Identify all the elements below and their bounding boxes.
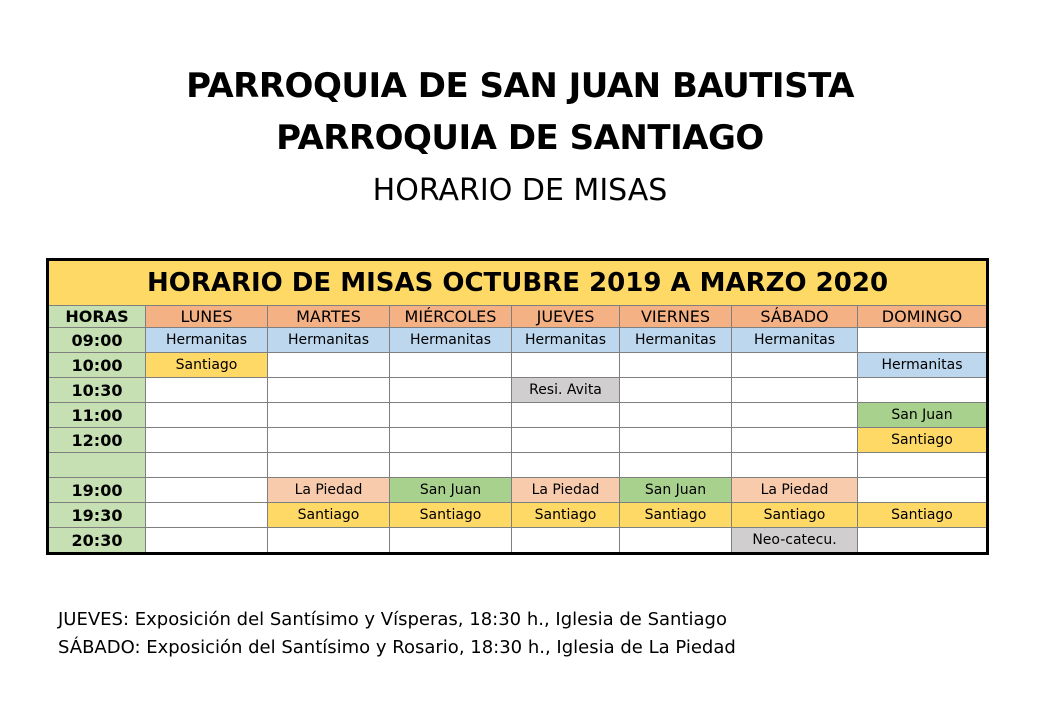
schedule-cell: Hermanitas	[620, 328, 732, 353]
day-header: JUEVES	[512, 306, 620, 328]
schedule-cell	[146, 528, 268, 554]
schedule-cell	[268, 353, 390, 378]
schedule-row	[48, 428, 988, 453]
schedule-cell	[732, 403, 858, 428]
schedule-cell: Hermanitas	[732, 328, 858, 353]
schedule-cell: Resi. Avita	[512, 378, 620, 403]
schedule-cell	[390, 453, 512, 478]
hour-cell: 09:00	[48, 328, 146, 353]
schedule-cell	[512, 403, 620, 428]
note-line: JUEVES: Exposición del Santísimo y Vísperas, 18:30 h., Iglesia de Santiago	[58, 609, 727, 630]
schedule-cell	[732, 353, 858, 378]
day-header: VIERNES	[620, 306, 732, 328]
hour-cell: 10:00	[48, 353, 146, 378]
schedule-cell: Santiago	[620, 503, 732, 528]
schedule-row	[48, 503, 988, 528]
schedule-cell: Santiago	[732, 503, 858, 528]
schedule-cell: Hermanitas	[512, 328, 620, 353]
schedule-cell: San Juan	[858, 403, 988, 428]
schedule-cell	[146, 403, 268, 428]
day-header: MARTES	[268, 306, 390, 328]
notes	[58, 606, 736, 662]
schedule-cell	[146, 453, 268, 478]
hour-cell: 10:30	[48, 378, 146, 403]
schedule-cell	[390, 403, 512, 428]
schedule-cell	[146, 378, 268, 403]
hour-cell: 20:30	[48, 528, 146, 554]
schedule-cell	[732, 378, 858, 403]
schedule-row	[48, 378, 988, 403]
parish-title-2: PARROQUIA DE SANTIAGO	[276, 118, 764, 158]
schedule-cell	[512, 428, 620, 453]
schedule-cell	[146, 478, 268, 503]
schedule-cell: San Juan	[620, 478, 732, 503]
hour-cell: 19:00	[48, 478, 146, 503]
schedule-cell: Santiago	[858, 503, 988, 528]
day-header: LUNES	[146, 306, 268, 328]
schedule-cell	[620, 453, 732, 478]
schedule-cell: Hermanitas	[146, 328, 268, 353]
schedule-cell	[390, 353, 512, 378]
schedule-cell	[512, 528, 620, 554]
schedule-cell: Santiago	[512, 503, 620, 528]
schedule-row	[48, 328, 988, 353]
schedule-cell: Hermanitas	[858, 353, 988, 378]
schedule-cell	[858, 528, 988, 554]
day-header: SÁBADO	[732, 306, 858, 328]
schedule-cell: La Piedad	[512, 478, 620, 503]
schedule-cell	[620, 428, 732, 453]
schedule-cell: Santiago	[858, 428, 988, 453]
schedule-row	[48, 353, 988, 378]
schedule-cell	[858, 453, 988, 478]
schedule-cell: Santiago	[268, 503, 390, 528]
schedule-cell	[620, 378, 732, 403]
schedule-cell	[268, 428, 390, 453]
schedule-cell	[732, 428, 858, 453]
day-header-row	[48, 306, 988, 328]
schedule-cell: La Piedad	[268, 478, 390, 503]
schedule-cell: San Juan	[390, 478, 512, 503]
schedule-cell	[858, 328, 988, 353]
schedule-cell	[858, 378, 988, 403]
schedule-cell	[146, 503, 268, 528]
schedule-cell	[268, 453, 390, 478]
hour-cell: 12:00	[48, 428, 146, 453]
schedule-cell	[858, 478, 988, 503]
schedule-cell: Neo-catecu.	[732, 528, 858, 554]
day-header: DOMINGO	[858, 306, 988, 328]
schedule-row	[48, 403, 988, 428]
schedule-cell	[268, 528, 390, 554]
schedule-body	[48, 328, 988, 554]
mass-schedule-table	[46, 258, 989, 555]
schedule-cell	[620, 528, 732, 554]
schedule-cell	[620, 403, 732, 428]
hour-cell: 19:30	[48, 503, 146, 528]
schedule-row	[48, 478, 988, 503]
schedule-banner: HORARIO DE MISAS OCTUBRE 2019 A MARZO 2020	[48, 260, 988, 306]
schedule-cell	[390, 378, 512, 403]
hours-header: HORAS	[48, 306, 146, 328]
schedule-cell	[390, 428, 512, 453]
page-subtitle: HORARIO DE MISAS	[372, 173, 668, 208]
schedule-row	[48, 453, 988, 478]
schedule-cell	[268, 378, 390, 403]
note-line: SÁBADO: Exposición del Santísimo y Rosario, 18:30 h., Iglesia de La Piedad	[58, 637, 736, 658]
schedule-cell	[512, 353, 620, 378]
schedule-cell	[512, 453, 620, 478]
schedule-cell: Santiago	[390, 503, 512, 528]
schedule-cell: La Piedad	[732, 478, 858, 503]
header	[0, 60, 1040, 218]
schedule-cell	[390, 528, 512, 554]
schedule-cell	[268, 403, 390, 428]
hour-cell	[48, 453, 146, 478]
schedule-cell: Hermanitas	[268, 328, 390, 353]
schedule-cell	[620, 353, 732, 378]
schedule-cell: Santiago	[146, 353, 268, 378]
parish-title-1: PARROQUIA DE SAN JUAN BAUTISTA	[186, 66, 854, 106]
schedule-row	[48, 528, 988, 554]
hour-cell: 11:00	[48, 403, 146, 428]
day-header: MIÉRCOLES	[390, 306, 512, 328]
schedule-cell	[732, 453, 858, 478]
schedule-cell	[146, 428, 268, 453]
schedule-cell: Hermanitas	[390, 328, 512, 353]
